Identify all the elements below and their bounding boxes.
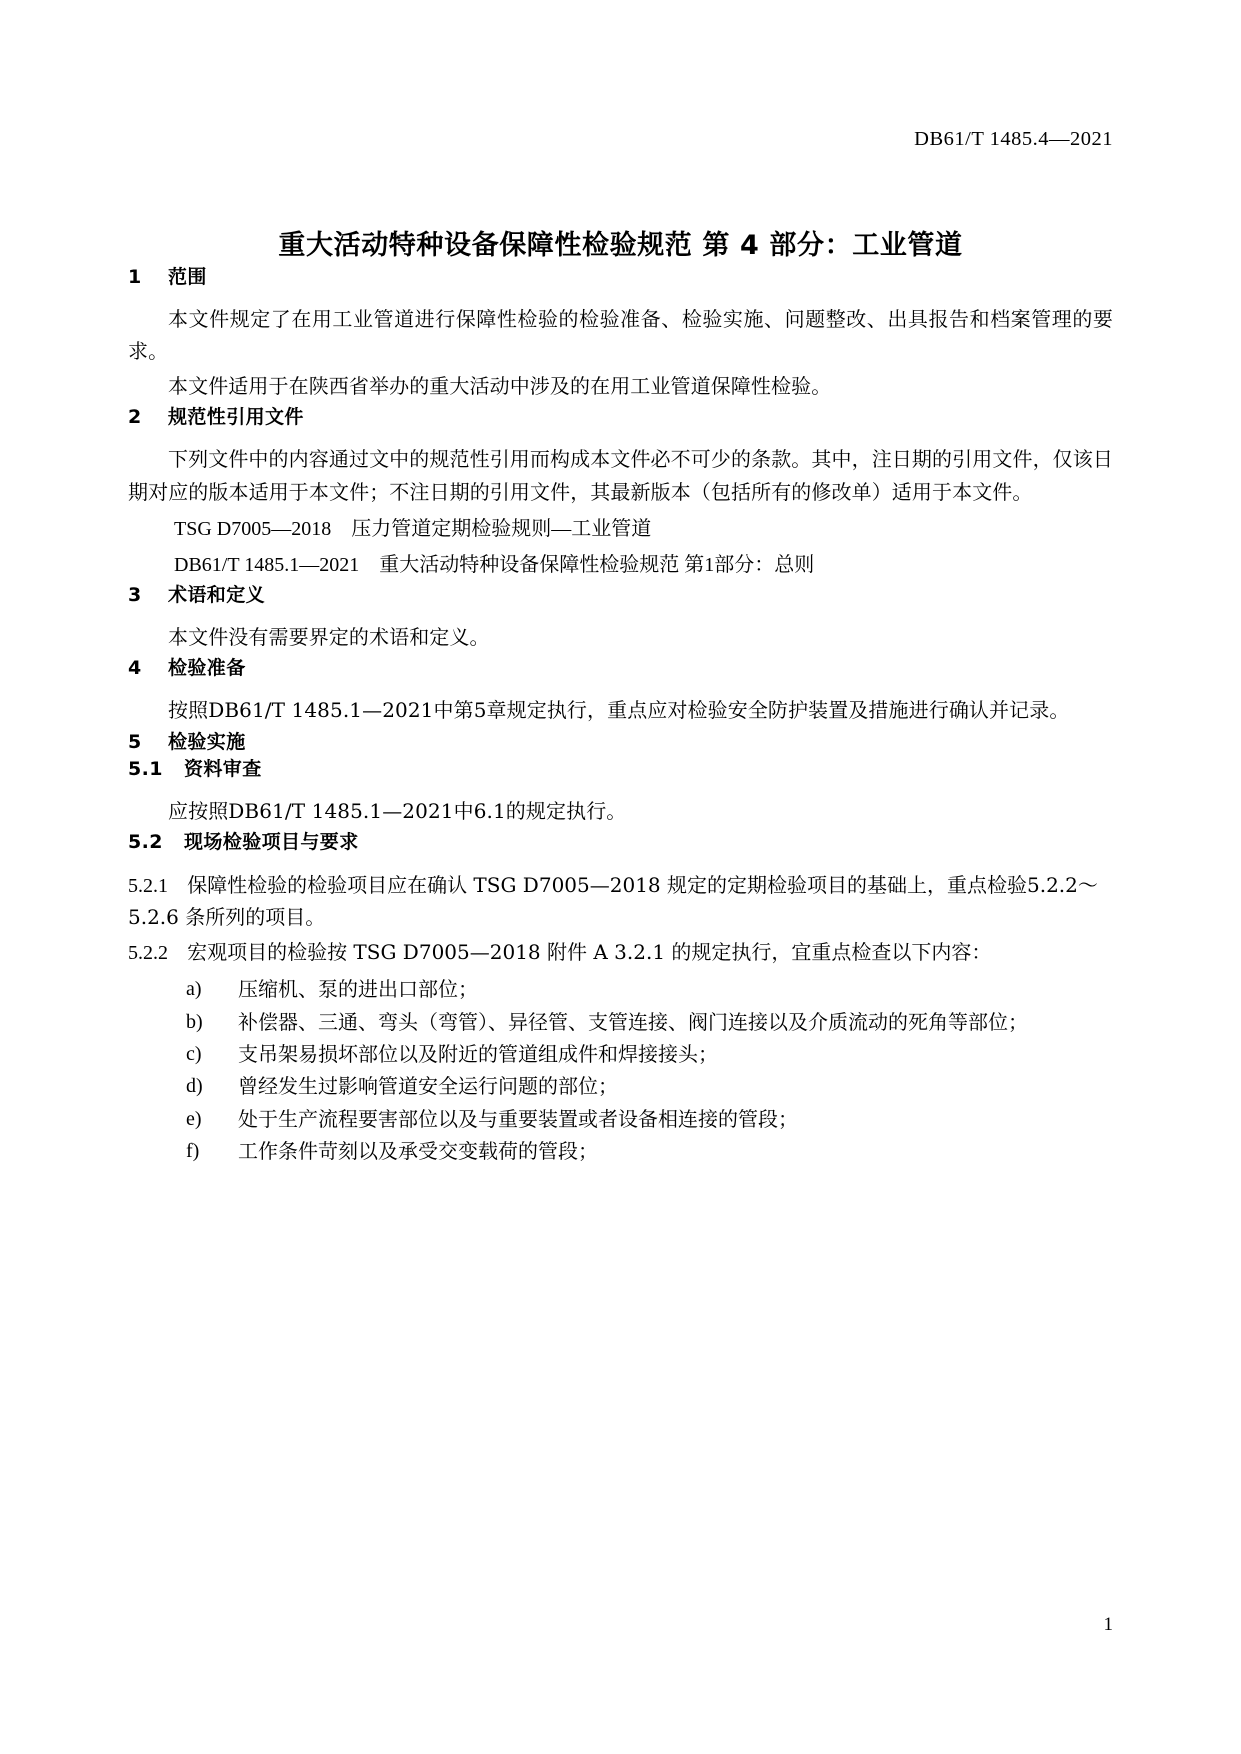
page-number: 1 — [1103, 1614, 1113, 1635]
list-item-text: 支吊架易损坏部位以及附近的管道组成件和焊接接头； — [238, 1041, 718, 1066]
section-number-1: 1 — [128, 266, 142, 288]
list-item — [128, 1038, 1113, 1070]
section-number-2: 2 — [128, 406, 142, 429]
subclause-number-5-2-2: 5.2.2 — [128, 942, 168, 965]
list-item-label: a) — [186, 978, 202, 1001]
section-1-paragraph-1: 本文件规定了在用工业管道进行保障性检验的检验准备、检验实施、问题整改、出具报告和档案管理的要求。 — [128, 307, 1113, 364]
section-heading-3 — [128, 580, 1113, 607]
section-number-4: 4 — [128, 657, 142, 680]
list-item-text: 处于生产流程要害部位以及与重要装置或者设备相连接的管段； — [238, 1106, 798, 1131]
lettered-list — [128, 973, 1113, 1167]
section-title-3: 术语和定义 — [168, 583, 266, 606]
section-heading-5-1 — [128, 754, 1113, 781]
reference-item-2: DB61/T 1485.1—2021 重大活动特种设备保障性检验规范 第1部分：总则 — [174, 553, 815, 576]
section-heading-5-2 — [128, 827, 1113, 854]
section-title-1: 范围 — [168, 266, 207, 288]
list-item-text: 压缩机、泵的进出口部位； — [238, 977, 478, 1002]
page-content — [128, 0, 1113, 1167]
subclause-text-5-2-1: 保障性检验的检验项目应在确认 TSG D7005—2018 规定的定期检验项目的基础上，重点检验5.2.2～5.2.6 条所列的项目。 — [128, 873, 1098, 930]
list-item-text: 补偿器、三通、弯头（弯管）、异径管、支管连接、阀门连接以及介质流动的死角等部位； — [238, 1009, 1028, 1034]
section-4-paragraph-1: 按照DB61/T 1485.1—2021中第5章规定执行，重点应对检验安全防护装置及措施进行确认并记录。 — [168, 698, 1070, 723]
section-number-5: 5 — [128, 730, 142, 753]
section-number-3: 3 — [128, 583, 142, 606]
list-item-text: 工作条件苛刻以及承受交变载荷的管段； — [238, 1139, 598, 1164]
list-item-label: c) — [186, 1042, 202, 1065]
section-title-2: 规范性引用文件 — [168, 406, 304, 429]
section-title-5: 检验实施 — [168, 730, 246, 753]
list-item — [128, 973, 1113, 1005]
list-item-label: b) — [186, 1010, 203, 1033]
standard-code: DB61/T 1485.4—2021 — [914, 128, 1113, 150]
section-heading-1 — [128, 262, 1113, 289]
reference-item-1: TSG D7005—2018 压力管道定期检验规则—工业管道 — [174, 517, 652, 540]
list-item-label: e) — [186, 1107, 202, 1130]
subclause-5-2-2 — [128, 937, 1113, 969]
subclause-number-5-2-1: 5.2.1 — [128, 875, 168, 898]
list-item — [128, 1103, 1113, 1135]
section-heading-2 — [128, 402, 1113, 429]
section-number-5-1: 5.1 — [128, 757, 163, 780]
section-number-5-2: 5.2 — [128, 831, 163, 854]
section-title-5-2: 现场检验项目与要求 — [184, 831, 359, 854]
section-title-4: 检验准备 — [168, 657, 246, 680]
list-item-text: 曾经发生过影响管道安全运行问题的部位； — [238, 1074, 618, 1099]
section-3-paragraph-1: 本文件没有需要界定的术语和定义。 — [168, 624, 490, 649]
list-item — [128, 1070, 1113, 1102]
list-item — [128, 1135, 1113, 1167]
section-heading-4 — [128, 653, 1113, 680]
page-title: 重大活动特种设备保障性检验规范 第 4 部分：工业管道 — [278, 230, 963, 261]
section-1-paragraph-2: 本文件适用于在陕西省举办的重大活动中涉及的在用工业管道保障性检验。 — [168, 373, 832, 398]
subclause-5-2-1 — [128, 870, 1113, 933]
list-item — [128, 1006, 1113, 1038]
page-header — [128, 128, 1113, 151]
section-2-paragraph-1: 下列文件中的内容通过文中的规范性引用而构成本文件必不可少的条款。其中，注日期的引用文件，仅该日期对应的版本适用于本文件；不注日期的引用文件，其最新版本（包括所有的修改单）适用于本文件。 — [128, 447, 1113, 504]
section-heading-5 — [128, 727, 1113, 754]
section-5-1-paragraph-1: 应按照DB61/T 1485.1—2021中6.1的规定执行。 — [168, 798, 627, 823]
section-title-5-1: 资料审查 — [184, 757, 262, 780]
list-item-label: d) — [186, 1075, 203, 1098]
list-item-label: f) — [186, 1140, 200, 1163]
subclause-text-5-2-2: 宏观项目的检验按 TSG D7005—2018 附件 A 3.2.1 的规定执行，宜重点检查以下内容： — [187, 940, 992, 965]
